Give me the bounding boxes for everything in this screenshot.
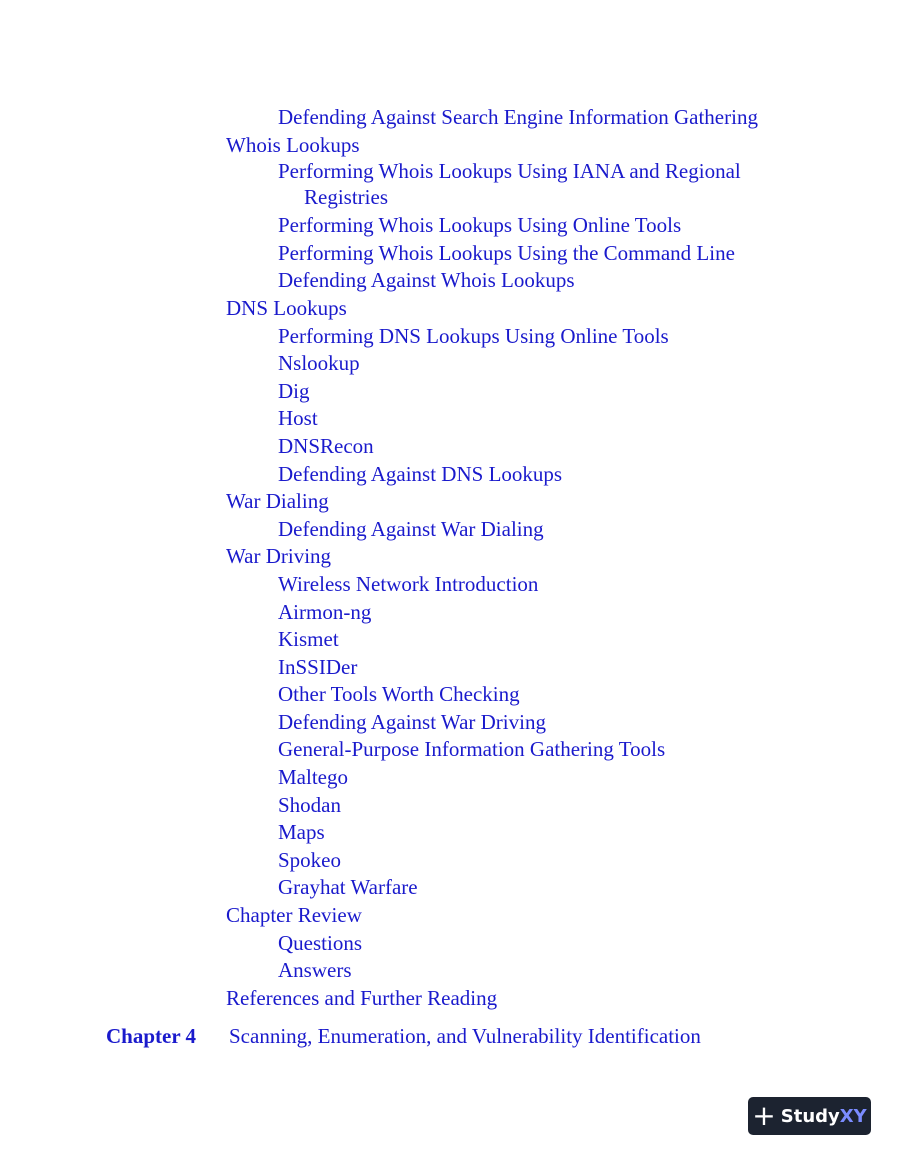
toc-entry[interactable]: Grayhat Warfare <box>278 875 418 900</box>
brand-name <box>781 1106 867 1127</box>
chapter-number: Chapter 4 <box>106 1024 197 1048</box>
toc-entry[interactable]: Shodan <box>278 792 341 817</box>
toc-entry[interactable]: Defending Against DNS Lookups <box>278 461 563 486</box>
brand-accent: XY <box>839 1105 867 1127</box>
plus-icon: + <box>752 1099 776 1132</box>
studyxy-badge[interactable] <box>748 1097 871 1135</box>
toc-entry[interactable]: Other Tools Worth Checking <box>278 682 520 707</box>
toc-entry[interactable]: Wireless Network Introduction <box>278 571 539 596</box>
toc-entry[interactable]: Answers <box>278 958 352 983</box>
toc-entry[interactable]: Defending Against Whois Lookups <box>278 268 575 293</box>
toc-entry[interactable]: Performing DNS Lookups Using Online Tools <box>278 323 669 348</box>
toc-entry[interactable]: Spokeo <box>278 847 341 872</box>
toc-entry[interactable]: War Dialing <box>226 489 329 514</box>
toc-entry[interactable]: References and Further Reading <box>226 985 498 1010</box>
toc-entry[interactable]: Defending Against War Dialing <box>278 516 544 541</box>
toc-entry[interactable]: Defending Against Search Engine Information Gathering <box>278 105 758 129</box>
chapter-heading <box>0 1024 900 1054</box>
table-of-contents <box>0 104 900 1012</box>
toc-entry[interactable]: Whois Lookups <box>226 132 360 157</box>
toc-entry[interactable]: Performing Whois Lookups Using Online Tools <box>278 213 682 238</box>
toc-entry[interactable]: Nslookup <box>278 351 360 376</box>
toc-entry[interactable]: DNS Lookups <box>226 295 347 320</box>
toc-entry[interactable]: War Driving <box>226 544 332 569</box>
toc-entry[interactable]: Questions <box>278 930 362 955</box>
toc-entry[interactable]: Chapter Review <box>226 903 362 928</box>
toc-entry[interactable]: Kismet <box>278 627 339 652</box>
toc-entry[interactable]: Maltego <box>278 765 348 790</box>
toc-entry[interactable]: InSSIDer <box>278 654 358 679</box>
toc-entry[interactable]: Airmon-ng <box>278 599 372 624</box>
brand-main: Study <box>780 1105 840 1127</box>
toc-entry[interactable]: Performing Whois Lookups Using IANA and Regional Registries <box>278 159 741 209</box>
chapter-title-link[interactable]: Scanning, Enumeration, and Vulnerability Identification <box>229 1024 701 1048</box>
toc-entry[interactable]: Maps <box>278 820 325 845</box>
toc-entry[interactable]: DNSRecon <box>278 433 374 458</box>
toc-entry[interactable]: Performing Whois Lookups Using the Command Line <box>278 240 735 265</box>
toc-entry[interactable]: Defending Against War Driving <box>278 709 546 734</box>
toc-entry[interactable]: General-Purpose Information Gathering Tools <box>278 737 666 762</box>
toc-entry[interactable]: Dig <box>278 378 310 403</box>
toc-entry[interactable]: Host <box>278 406 318 431</box>
